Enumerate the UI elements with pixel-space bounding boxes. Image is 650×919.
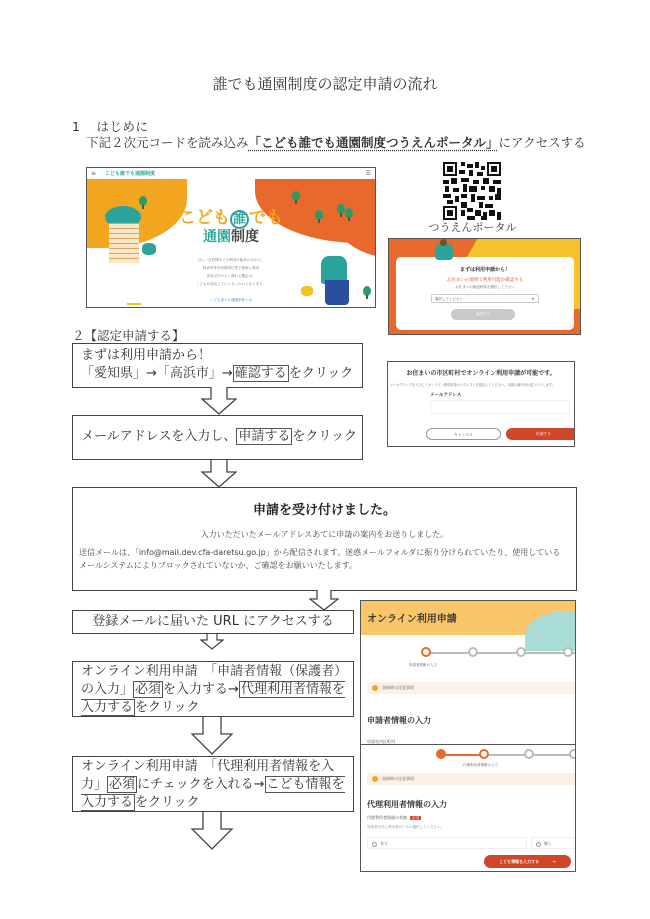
portal-brand: こども誰でも通園制度 (105, 171, 156, 177)
section2-heading: ２【認定申請する】 (72, 328, 185, 343)
arrow-right-icon: → (552, 859, 556, 864)
field-help-proxy: 申請者以外に利用者がいるか選択してください。 (367, 825, 444, 829)
required-label: 必須 (135, 682, 162, 697)
qr-code-icon[interactable] (443, 162, 501, 220)
section1-heading (72, 117, 148, 135)
flow-step-4: 登録メールに届いた URL にアクセスする (72, 610, 354, 634)
info-dot-icon (372, 776, 378, 782)
step1-line2: 「愛知県」→「高浜市」→ 確認する をクリック (81, 366, 354, 381)
apply-button[interactable]: 申請する (506, 428, 575, 440)
down-arrow-icon (201, 460, 237, 488)
flow-step-5: オンライン利用申請 「申請者情報（保護者）の入力」 必須 を入力する→ 代理利用者情報を入力する をクリック (72, 661, 354, 717)
radio-no[interactable]: 無し (531, 837, 576, 849)
child-info-button[interactable]: こども情報を入力する → (484, 855, 571, 868)
email-dialog-help: メールアドレスを入力してオンライン利用申請のリクエストを送信してください。申請の案内をお送りいたします。 (390, 383, 556, 387)
confirm-button[interactable]: 確認する (451, 309, 515, 320)
email-request-screenshot (387, 361, 575, 447)
info-dot-icon (372, 685, 378, 691)
modal-title: まずは利用申請から！ (459, 267, 510, 273)
field-label-proxy: 代理利用者情報の有無 必須 (367, 815, 419, 820)
section1-body (86, 135, 591, 151)
notice-banner-2[interactable]: 登録時の注意事項 (367, 773, 576, 785)
decor-bar (127, 303, 141, 305)
check-modal (396, 257, 574, 330)
step-label: 申請者情報の入力 (409, 663, 437, 667)
radio-circle-icon (372, 842, 377, 847)
accepted-subtitle: 入力いただいたメールアドレスあてに申請の案内をお送りしました。 (200, 530, 449, 539)
email-input[interactable] (430, 400, 570, 414)
flow-step-3-accepted (72, 487, 577, 591)
step-dot-done (436, 749, 446, 759)
chevron-down-icon: ▾ (531, 296, 534, 301)
down-arrow-icon (200, 634, 224, 650)
apply-button-label: 申請する (238, 429, 291, 444)
email-dialog-title: お住まいの市区町村でオンライン利用申請が可能です。 (406, 370, 556, 377)
about-link[interactable]: こども誰でも通園制度とは (210, 298, 252, 302)
email-label: メールアドレス (430, 393, 462, 398)
section1-body-suffix: にアクセスする (498, 135, 586, 150)
step-label: 代理利用者情報の入力 (463, 763, 498, 767)
section-title-proxy: 代理利用者情報の入力 (367, 800, 447, 809)
down-arrow-icon (191, 812, 233, 850)
progress-stepper-2 (436, 749, 576, 761)
illustration-person-head (440, 239, 447, 246)
confirm-button-label: 確認する (234, 366, 287, 381)
section-title-applicant: 申請者情報の入力 (367, 716, 431, 725)
portal-topbar (87, 168, 375, 179)
online-application-screenshot (360, 600, 576, 872)
online-header (361, 601, 575, 635)
tree-icon (292, 191, 300, 201)
hero-subtitle: 通園制度 (203, 229, 259, 245)
hamburger-menu-icon[interactable]: ≡ (91, 170, 97, 177)
down-arrow-icon (191, 717, 233, 755)
portal-screenshot (86, 167, 376, 308)
radio-circle-icon (536, 842, 541, 847)
down-arrow-icon (309, 590, 339, 611)
step-dot (524, 749, 534, 759)
portal-link[interactable]: 「こども誰でも通園制度つうえんポータル」 (248, 135, 499, 150)
progress-stepper (421, 647, 576, 659)
step-dot-current (479, 749, 489, 759)
cancel-button[interactable]: キャンセル (426, 428, 501, 440)
accepted-title: 申請を受け付けました。 (252, 503, 396, 518)
step1-line1: まずは利用申請から！ (81, 348, 212, 363)
section1-number: 1 (72, 119, 81, 134)
step-dot (468, 647, 478, 657)
modal-help: お住まいの都道府県を選択して下さい (455, 285, 515, 289)
required-label: 必須 (109, 777, 136, 792)
prefecture-select[interactable]: 選択してください ▾ (431, 294, 539, 303)
child-info-button-label: こども情報を入力する (81, 777, 345, 810)
field-label-municipality: 申請先市区町村 (367, 739, 395, 744)
document-title: 誰でも通園制度の認定申請の流れ (212, 75, 438, 93)
online-header-title: オンライン利用申請 (367, 614, 457, 625)
flow-step-1 (72, 343, 363, 388)
section1-heading-text: はじめに (96, 119, 149, 134)
accepted-note: 送信メールは、「info@mail.dev.cfa-daretsu.go.jp」から配信されます。迷惑メールフォルダに振り分けられていたり、使用しているメールシステムによりブロックされていないか、ご確認をお願いいたします。 (79, 548, 561, 570)
radio-yes[interactable]: 有り (367, 837, 527, 849)
hero-title: こども 誰 でも (178, 208, 283, 228)
decor-teal-shape (525, 611, 576, 651)
proxy-info-button-label: 代理利用者情報を入力する (81, 682, 345, 715)
step-dot-current (421, 647, 431, 657)
notice-banner[interactable]: 登録時の注意事項 (367, 682, 576, 694)
down-arrow-icon (201, 387, 237, 415)
login-icon[interactable]: ☰ (365, 170, 371, 177)
municipality-check-screenshot (388, 238, 581, 335)
flow-step-2: メールアドレスを入力し、 申請する をクリック (72, 415, 363, 460)
required-badge: 必須 (412, 816, 419, 820)
step-dot (563, 647, 573, 657)
divider (361, 744, 575, 745)
section1-body-prefix: 下記２次元コードを読み込み (86, 135, 249, 150)
step-dot (569, 749, 576, 759)
modal-subtitle: お住まいの地域で利用可能か確認する (446, 278, 524, 283)
qr-label: つうえんポータル (428, 221, 517, 234)
step-dot (516, 647, 526, 657)
flow-step-6: オンライン利用申請 「代理利用者情報を入力」 必須 にチェックを入れる→ こども情報を入力する をクリック (72, 756, 354, 812)
hero-description: 月に一定時間までの利用可能枠のなかで、 保育所等を時間単位等で柔軟に利用 家庭以外の人と関わる機会は、 こどもが成長していくきっかけとなります。 (196, 258, 266, 286)
